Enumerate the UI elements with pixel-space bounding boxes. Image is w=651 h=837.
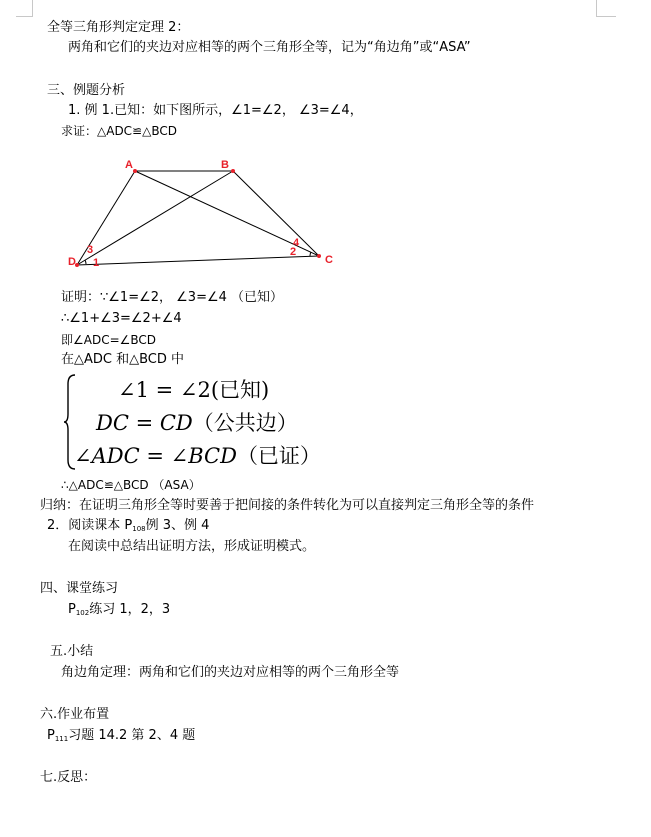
- system-row-1: [118, 374, 269, 404]
- quadrilateral-figure: [60, 155, 360, 270]
- system-row-3-expr: ∠ADC = ∠BCD: [74, 444, 237, 468]
- segment-bd: [77, 171, 233, 265]
- practice-page: 102: [75, 609, 90, 617]
- summary-theorem: 角边角定理：两角和它们的夹边对应相等的两个三角形全等: [61, 665, 400, 680]
- point-label-d: D: [68, 256, 76, 268]
- practice-items: [68, 601, 170, 622]
- proof-line-1: 证明：∵∠1=∠2， ∠3=∠4 （已知）: [61, 290, 284, 305]
- point-b-dot: [231, 169, 235, 173]
- page-corner-mark-left: [32, 0, 33, 16]
- practice-prefix: P: [68, 602, 76, 617]
- homework-suffix: 习题 14.2 第 2、4 题: [68, 728, 196, 743]
- point-label-a: A: [125, 159, 133, 171]
- homework-prefix: P: [47, 728, 55, 743]
- section-heading-practice: 四、课堂练习: [40, 581, 119, 596]
- angle-label-2: 2: [290, 246, 297, 258]
- proof-line-2: ∴∠1+∠3=∠2+∠4: [61, 311, 182, 326]
- reading-prefix: 2．阅读课本 P: [47, 518, 133, 533]
- summary-text: 归纳：在证明三角形全等时要善于把间接的条件转化为可以直接判定三角形全等的条件: [40, 498, 535, 513]
- proof-line-4: 在△ADC 和△BCD 中: [61, 352, 185, 367]
- homework-page: 111: [54, 735, 69, 743]
- section-heading-example: 三、例题分析: [47, 83, 126, 98]
- reading-note: 在阅读中总结出证明方法，形成证明模式。: [68, 539, 316, 554]
- reading-assignment: [47, 517, 209, 538]
- theorem-statement: 两角和它们的夹边对应相等的两个三角形全等，记为“角边角”或“ASA”: [68, 40, 471, 55]
- page-corner-mark-right-h: [596, 16, 616, 17]
- proof-line-3: 即∠ADC=∠BCD: [61, 333, 157, 347]
- angle-label-4: 4: [293, 237, 300, 249]
- system-row-2-reason: （公共边）: [192, 411, 298, 435]
- angle-label-1: 1: [93, 257, 100, 269]
- system-row-3-reason: （已证）: [236, 444, 321, 468]
- angle-arc-d: [85, 260, 86, 264]
- point-c-dot: [317, 254, 321, 258]
- system-row-3: [74, 440, 321, 470]
- system-row-2: [96, 407, 298, 437]
- theorem-heading: 全等三角形判定定理 2：: [47, 20, 190, 35]
- section-heading-reflection: 七.反思：: [40, 770, 97, 785]
- example-problem: 1. 例 1.已知：如下图所示，∠1=∠2， ∠3=∠4，: [68, 103, 363, 118]
- page-corner-mark-left-h: [16, 16, 33, 17]
- point-a-dot: [133, 169, 137, 173]
- segment-bc: [233, 171, 319, 256]
- example-prove: 求证：△ADC≌△BCD: [61, 124, 177, 138]
- page-corner-mark-right: [596, 0, 597, 16]
- practice-suffix: 练习 1，2，3: [89, 602, 171, 617]
- angle-label-3: 3: [87, 244, 94, 256]
- reading-page: 108: [132, 525, 146, 533]
- system-row-2-expr: DC = CD: [96, 411, 193, 435]
- reading-suffix: 例 3、例 4: [145, 518, 210, 533]
- system-row-1-expr: ∠1 = ∠2: [118, 378, 211, 402]
- point-label-b: B: [221, 159, 229, 171]
- angle-arc-c: [310, 252, 311, 256]
- homework-items: [47, 727, 195, 748]
- section-heading-homework: 六.作业布置: [40, 707, 110, 722]
- section-heading-summary: 五.小结: [50, 644, 94, 659]
- segment-dc: [77, 256, 319, 265]
- figure-lines: [77, 171, 319, 265]
- system-row-1-reason: (已知): [210, 378, 270, 402]
- proof-conclusion: ∴△ADC≌△BCD （ASA）: [61, 478, 201, 492]
- segment-ad: [77, 171, 135, 265]
- point-label-c: C: [325, 254, 333, 266]
